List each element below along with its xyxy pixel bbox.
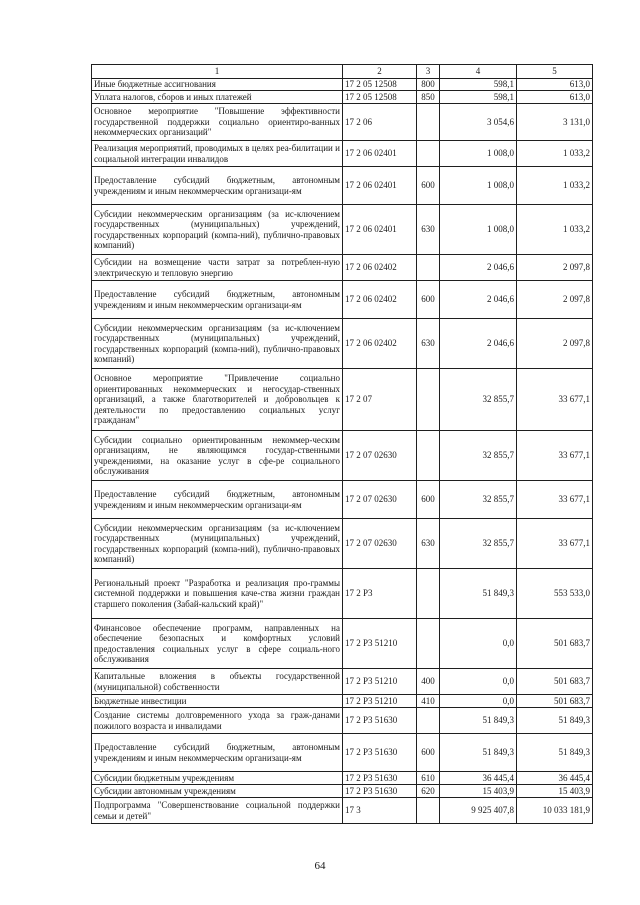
table-row (92, 79, 593, 91)
table-row (92, 431, 593, 481)
row-expense-type (417, 619, 440, 669)
table-row (92, 708, 593, 734)
table-row (92, 734, 593, 772)
table-row (92, 619, 593, 669)
row-code: 17 2 P3 51210 (343, 695, 417, 708)
row-expense-type: 610 (417, 772, 440, 785)
row-code: 17 2 07 02630 (343, 431, 417, 481)
row-value-col4: 1 008,0 (440, 205, 517, 255)
row-expense-type: 410 (417, 695, 440, 708)
row-name: Субсидии некоммерческим организациям (за ис-ключением государственных (муниципальных) учреждений, государственных корпораций (компа-ний), публично-правовых компаний) (92, 319, 343, 369)
table-header-row (92, 65, 593, 79)
row-name: Субсидии на возмещение части затрат за потреблен-ную электрическую и тепловую энергию (92, 255, 343, 281)
row-code: 17 2 06 02401 (343, 167, 417, 205)
row-value-col4: 598,1 (440, 91, 517, 104)
row-code: 17 2 07 02630 (343, 481, 417, 519)
row-expense-type: 600 (417, 167, 440, 205)
row-expense-type (417, 255, 440, 281)
row-expense-type: 850 (417, 91, 440, 104)
table-row (92, 281, 593, 319)
table-row (92, 104, 593, 141)
row-expense-type (417, 431, 440, 481)
row-name: Капитальные вложения в объекты государственной (муниципальной) собственности (92, 669, 343, 695)
row-code: 17 2 05 12508 (343, 91, 417, 104)
row-code: 17 2 06 02402 (343, 281, 417, 319)
row-value-col4: 51 849,3 (440, 569, 517, 619)
table-row (92, 319, 593, 369)
row-value-col4: 3 054,6 (440, 104, 517, 141)
row-code: 17 2 P3 51630 (343, 785, 417, 798)
column-header: 3 (417, 65, 440, 79)
column-header: 4 (440, 65, 517, 79)
row-name: Субсидии социально ориентированным некоммер-ческим организациям, не являющимся государ-ственными учреждениями, на оказание услуг в сфе-ре социального обслуживания (92, 431, 343, 481)
row-value-col5: 613,0 (517, 79, 593, 91)
row-expense-type: 600 (417, 481, 440, 519)
row-value-col4: 32 855,7 (440, 481, 517, 519)
row-code: 17 2 06 02402 (343, 255, 417, 281)
row-value-col5: 2 097,8 (517, 281, 593, 319)
table-row (92, 798, 593, 824)
row-expense-type (417, 708, 440, 734)
row-code: 17 2 07 (343, 369, 417, 431)
row-name: Субсидии некоммерческим организациям (за ис-ключением государственных (муниципальных) учреждений, государственных корпораций (компа-ний), публично-правовых компаний) (92, 519, 343, 569)
row-value-col5: 2 097,8 (517, 255, 593, 281)
row-name: Региональный проект "Разработка и реализация про-граммы системной поддержки и повышения каче-ства жизни граждан старшего поколения (Забай-кальский край)" (92, 569, 343, 619)
row-value-col4: 1 008,0 (440, 141, 517, 167)
row-expense-type: 800 (417, 79, 440, 91)
row-value-col5: 51 849,3 (517, 708, 593, 734)
table-row (92, 569, 593, 619)
table-row (92, 695, 593, 708)
row-value-col4: 51 849,3 (440, 734, 517, 772)
row-code: 17 2 07 02630 (343, 519, 417, 569)
row-code: 17 2 06 (343, 104, 417, 141)
row-value-col5: 1 033,2 (517, 167, 593, 205)
row-expense-type: 620 (417, 785, 440, 798)
row-value-col5: 15 403,9 (517, 785, 593, 798)
page-number: 64 (314, 860, 326, 872)
row-value-col5: 613,0 (517, 91, 593, 104)
row-value-col4: 2 046,6 (440, 281, 517, 319)
row-code: 17 2 05 12508 (343, 79, 417, 91)
row-name: Финансовое обеспечение программ, направленных на обеспечение безопасных и комфортных условий предоставления социальных услуг в сфере социаль-ного обслуживания (92, 619, 343, 669)
row-name: Субсидии бюджетным учреждениям (92, 772, 343, 785)
row-value-col5: 501 683,7 (517, 695, 593, 708)
row-code: 17 2 P3 51210 (343, 669, 417, 695)
row-value-col4: 51 849,3 (440, 708, 517, 734)
row-value-col4: 0,0 (440, 695, 517, 708)
table-row (92, 167, 593, 205)
row-code: 17 2 P3 (343, 569, 417, 619)
row-expense-type (417, 141, 440, 167)
row-name: Предоставление субсидий бюджетным, автономным учреждениям и иным некоммерческим организаци-ям (92, 734, 343, 772)
row-code: 17 2 P3 51210 (343, 619, 417, 669)
row-name: Предоставление субсидий бюджетным, автономным учреждениям и иным некоммерческим организаци-ям (92, 167, 343, 205)
row-expense-type (417, 369, 440, 431)
row-value-col5: 33 677,1 (517, 481, 593, 519)
row-code: 17 2 06 02401 (343, 141, 417, 167)
row-expense-type (417, 569, 440, 619)
row-value-col5: 33 677,1 (517, 369, 593, 431)
row-code: 17 3 (343, 798, 417, 824)
row-value-col4: 32 855,7 (440, 369, 517, 431)
table-row (92, 669, 593, 695)
row-name: Уплата налогов, сборов и иных платежей (92, 91, 343, 104)
table-row (92, 369, 593, 431)
row-name: Иные бюджетные ассигнования (92, 79, 343, 91)
row-value-col4: 15 403,9 (440, 785, 517, 798)
table-row (92, 255, 593, 281)
row-value-col4: 36 445,4 (440, 772, 517, 785)
row-code: 17 2 06 02401 (343, 205, 417, 255)
row-name: Бюджетные инвестиции (92, 695, 343, 708)
table-row (92, 772, 593, 785)
column-header: 5 (517, 65, 593, 79)
row-expense-type: 600 (417, 281, 440, 319)
row-name: Основное мероприятие "Повышение эффективности государственной поддержки социально ориентиро-ванных некоммерческих организаций" (92, 104, 343, 141)
row-code: 17 2 06 02402 (343, 319, 417, 369)
row-code: 17 2 P3 51630 (343, 708, 417, 734)
row-expense-type: 630 (417, 319, 440, 369)
budget-table (91, 64, 593, 824)
row-expense-type (417, 798, 440, 824)
row-expense-type (417, 104, 440, 141)
row-value-col4: 32 855,7 (440, 431, 517, 481)
table-row (92, 481, 593, 519)
row-expense-type: 600 (417, 734, 440, 772)
row-expense-type: 630 (417, 519, 440, 569)
row-value-col4: 2 046,6 (440, 319, 517, 369)
row-value-col4: 598,1 (440, 79, 517, 91)
row-value-col5: 3 131,0 (517, 104, 593, 141)
row-value-col5: 10 033 181,9 (517, 798, 593, 824)
row-name: Предоставление субсидий бюджетным, автономным учреждениям и иным некоммерческим организаци-ям (92, 481, 343, 519)
row-name: Основное мероприятие "Привлечение социально ориентированных некоммерческих и негосудар-ственных организаций, а также благотворителей и добровольцев к деятельности по предоставлению социальных услуг гражданам" (92, 369, 343, 431)
row-expense-type: 630 (417, 205, 440, 255)
table-row (92, 205, 593, 255)
table-row (92, 519, 593, 569)
row-value-col5: 501 683,7 (517, 619, 593, 669)
row-value-col5: 1 033,2 (517, 141, 593, 167)
row-value-col5: 33 677,1 (517, 431, 593, 481)
row-value-col5: 501 683,7 (517, 669, 593, 695)
row-value-col4: 9 925 407,8 (440, 798, 517, 824)
table-body (92, 79, 593, 824)
table-row (92, 785, 593, 798)
row-value-col4: 1 008,0 (440, 167, 517, 205)
row-value-col5: 36 445,4 (517, 772, 593, 785)
row-expense-type: 400 (417, 669, 440, 695)
table-row (92, 141, 593, 167)
row-name: Подпрограмма "Совершенствование социальной поддержки семьи и детей" (92, 798, 343, 824)
row-name: Реализация мероприятий, проводимых в целях реа-билитации и социальной интеграции инвалидов (92, 141, 343, 167)
row-value-col5: 553 533,0 (517, 569, 593, 619)
row-name: Предоставление субсидий бюджетным, автономным учреждениям и иным некоммерческим организаци-ям (92, 281, 343, 319)
row-name: Создание системы долговременного ухода за граж-данами пожилого возраста и инвалидами (92, 708, 343, 734)
row-value-col5: 2 097,8 (517, 319, 593, 369)
column-header: 2 (343, 65, 417, 79)
row-name: Субсидии некоммерческим организациям (за ис-ключением государственных (муниципальных) учреждений, государственных корпораций (компа-ний), публично-правовых компаний) (92, 205, 343, 255)
row-value-col4: 0,0 (440, 619, 517, 669)
column-header: 1 (92, 65, 343, 79)
row-value-col5: 1 033,2 (517, 205, 593, 255)
row-code: 17 2 P3 51630 (343, 734, 417, 772)
table-row (92, 91, 593, 104)
row-value-col5: 33 677,1 (517, 519, 593, 569)
row-value-col4: 0,0 (440, 669, 517, 695)
row-code: 17 2 P3 51630 (343, 772, 417, 785)
row-value-col4: 2 046,6 (440, 255, 517, 281)
row-value-col5: 51 849,3 (517, 734, 593, 772)
row-value-col4: 32 855,7 (440, 519, 517, 569)
row-name: Субсидии автономным учреждениям (92, 785, 343, 798)
